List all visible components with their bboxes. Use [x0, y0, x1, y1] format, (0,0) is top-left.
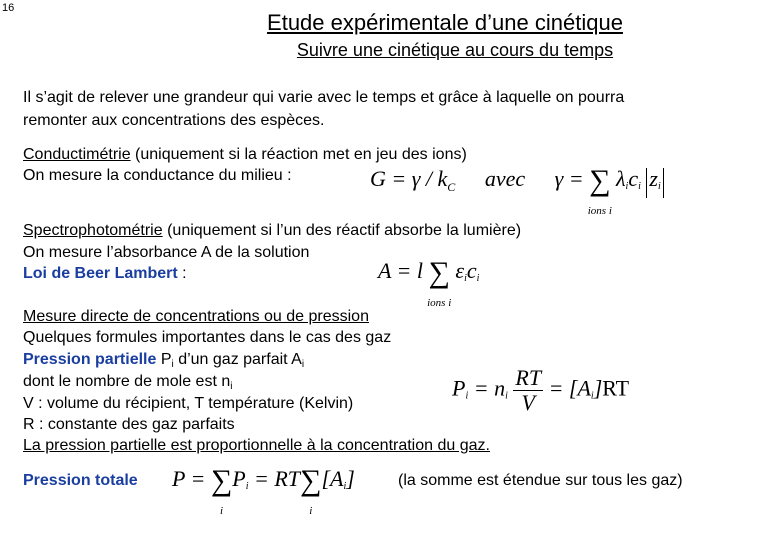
- sub-i: i: [171, 359, 174, 370]
- formula-c: c: [466, 258, 477, 283]
- conductimetrie-line-2: On mesure la conductance du milieu :: [23, 167, 292, 184]
- pression-line-7: La pression partielle est proportionnelle à la concentration du gaz.: [23, 437, 490, 454]
- sub-i: i: [625, 181, 629, 192]
- sub-i: i: [343, 481, 347, 492]
- numerator: RT: [515, 365, 542, 390]
- formula-avec: avec: [484, 166, 526, 191]
- intro-line-2: remonter aux concentrations des espèces.: [23, 112, 325, 129]
- sigma-under-label: ions i: [587, 205, 612, 217]
- pression-totale-label: Pression totale: [23, 472, 138, 489]
- sigma-icon: [300, 464, 322, 517]
- conductimetrie-note: (uniquement si la réaction met en jeu des ions): [130, 146, 467, 163]
- pression-heading: Mesure directe de concentrations ou de pression: [23, 308, 369, 325]
- beer-lambert-formula: [378, 256, 480, 309]
- sigma-glyph: ∑: [300, 464, 322, 497]
- denominator: V: [521, 390, 535, 415]
- sigma-icon: [210, 464, 233, 517]
- spectro-note: (uniquement si l’un des réactif absorbe la lumière): [162, 222, 522, 239]
- beer-lambert-label: [23, 264, 187, 284]
- sigma-glyph: ∑: [589, 164, 611, 197]
- formula-P: P: [232, 466, 246, 491]
- sub-i: i: [301, 359, 305, 370]
- pression-line-5: V : volume du récipient, T température (Kelvin): [23, 395, 354, 412]
- sigma-glyph: ∑: [428, 256, 450, 289]
- sigma-under-label: i: [309, 505, 313, 517]
- formula-gamma: γ =: [554, 166, 584, 191]
- page-subtitle: [0, 40, 780, 61]
- conductance-formula: [370, 164, 664, 217]
- sigma-icon: [427, 256, 452, 309]
- sub-i: i: [590, 390, 594, 402]
- sub-i: i: [476, 273, 480, 284]
- text-P: P: [156, 351, 172, 368]
- sub-i: i: [638, 181, 641, 192]
- formula-eq-RT: = RT: [248, 466, 301, 491]
- sub-i: i: [505, 390, 508, 402]
- intro-line-1: Il s’agit de relever une grandeur qui varie avec le temps et grâce à laquelle on pourra: [23, 89, 625, 106]
- pression-partielle-title: Pression partielle: [23, 351, 157, 368]
- bracket-close: ]: [593, 375, 603, 401]
- conductimetrie-heading: [23, 145, 467, 165]
- total-pressure-formula: [172, 464, 355, 517]
- formula-eq-n: = n: [468, 375, 506, 401]
- formula-lambda: λ: [616, 166, 626, 191]
- partial-pressure-formula: [452, 366, 629, 415]
- formula-z: z: [649, 166, 658, 191]
- page-number: 16: [2, 2, 15, 14]
- colon: :: [177, 265, 187, 282]
- formula-G: G: [370, 166, 386, 191]
- sigma-under-label: ions i: [427, 297, 452, 309]
- spectro-heading: [23, 221, 521, 241]
- formula-P: P: [452, 375, 466, 401]
- formula-A: [A: [321, 466, 344, 491]
- sub-i: i: [465, 390, 469, 402]
- formula-epsilon: ε: [455, 258, 465, 283]
- sigma-under-label: i: [220, 505, 224, 517]
- page-title-text: Etude expérimentale d’une cinétique: [267, 10, 623, 35]
- formula-c: c: [628, 166, 639, 191]
- page-subtitle-text: Suivre une cinétique au cours du temps: [296, 40, 614, 60]
- formula-concentration: = [A: [548, 375, 591, 401]
- pression-totale-note: (la somme est étendue sur tous les gaz): [398, 472, 683, 489]
- formula-P-equals: P =: [172, 466, 206, 491]
- sub-i: i: [230, 381, 233, 392]
- formula-gamma-over-k: = γ / k: [385, 166, 448, 191]
- sub-i: i: [245, 481, 249, 492]
- sigma-glyph: ∑: [210, 464, 233, 497]
- formula-A-equals: A = l: [378, 258, 423, 283]
- pression-line-2: Quelques formules importantes dans le cas des gaz: [23, 329, 392, 346]
- text-gaz-parfait: d’un gaz parfait A: [173, 351, 302, 368]
- formula-kc-sub: C: [447, 180, 456, 194]
- pression-line-6: R : constante des gaz parfaits: [23, 416, 235, 433]
- formula-RT: RT: [602, 375, 630, 401]
- abs-z: [646, 168, 663, 198]
- spectro-line-2: On mesure l’absorbance A de la solution: [23, 244, 310, 261]
- sub-i: i: [657, 181, 661, 192]
- sigma-icon: [587, 164, 612, 217]
- page-title: [0, 10, 780, 36]
- bracket-close: ]: [346, 466, 355, 491]
- text-moles: dont le nombre de mole est n: [23, 373, 231, 390]
- conductimetrie-title: Conductimétrie: [23, 146, 131, 163]
- fraction-RT-over-V: [513, 366, 543, 415]
- beer-lambert-title: Loi de Beer Lambert: [23, 265, 178, 282]
- spectro-title: Spectrophotométrie: [23, 222, 163, 239]
- sub-i: i: [464, 273, 467, 284]
